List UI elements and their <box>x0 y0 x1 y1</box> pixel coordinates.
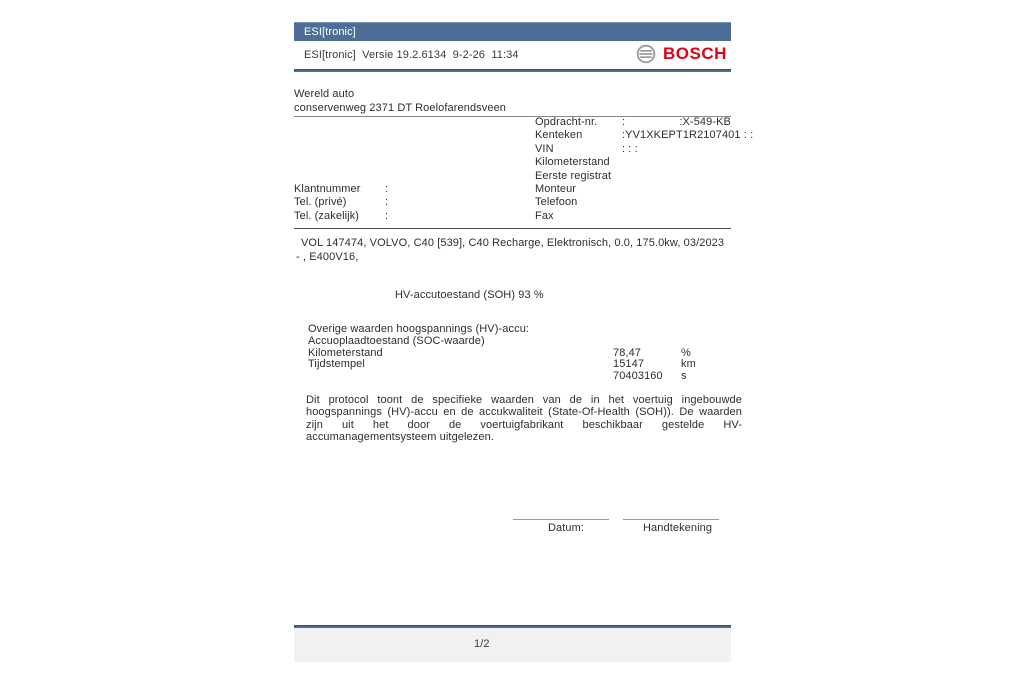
field-value: :YV1XKEPT1R2107401 : : <box>622 129 754 142</box>
info-row-tel-prive <box>294 196 504 209</box>
footer-bar <box>294 628 731 662</box>
signature-label: Handtekening <box>643 522 713 534</box>
field-separator: : <box>385 183 389 195</box>
info-row-kilometerstand <box>535 156 731 169</box>
info-row-fax <box>535 210 731 223</box>
version-line: ESI[tronic] Versie 19.2.6134 9-2-26 11:34 <box>304 49 519 61</box>
values-heading: Overige waarden hoogspannings (HV)-accu: <box>308 323 530 335</box>
header-title: ESI[tronic] <box>304 26 356 38</box>
hv-values-block <box>308 324 731 383</box>
field-label: Klantnummer <box>294 183 361 195</box>
field-label: Tel. (privé) <box>294 196 347 209</box>
field-value: : : : <box>622 142 638 155</box>
header-title-bar <box>294 22 731 41</box>
customer-name: Wereld auto <box>294 88 355 100</box>
field-separator: : <box>622 116 626 128</box>
page-indicator: 1/2 <box>474 638 490 650</box>
value-unit: km <box>681 358 696 371</box>
field-label: Kilometerstand <box>535 156 610 169</box>
value-row-tijdstempel <box>308 359 731 371</box>
date-signature-line <box>513 519 609 520</box>
info-row-eerste-registratie <box>535 170 731 183</box>
field-label: Telefoon <box>535 196 578 209</box>
order-info-column <box>535 116 754 223</box>
field-label: Monteur <box>535 182 577 195</box>
info-row-opdracht <box>535 116 731 129</box>
signature-line <box>623 519 719 520</box>
bosch-armature-icon <box>636 44 656 64</box>
field-label: Eerste registrat <box>535 169 612 182</box>
date-label: Datum: <box>548 522 585 534</box>
value-number: 70403160 <box>613 370 663 383</box>
info-row-klantnummer <box>294 183 504 196</box>
vehicle-engine-code: - , E400V16, <box>296 251 359 263</box>
value-row-seconds <box>308 371 731 383</box>
value-row-kilometerstand <box>308 348 731 360</box>
value-row-soc <box>308 336 731 348</box>
info-row-telefoon <box>535 196 731 209</box>
value-label: Accuoplaadtoestand (SOC-waarde) <box>308 334 485 347</box>
vehicle-description: VOL 147474, VOLVO, C40 [539], C40 Recharge, Elektronisch, 0.0, 175.0kw, 03/2023 <box>301 237 725 249</box>
field-value: :X-549-KB <box>679 116 731 128</box>
value-unit: s <box>681 370 687 383</box>
field-label: Tel. (zakelijk) <box>294 209 360 222</box>
customer-info-column <box>294 183 504 223</box>
customer-address: conservenweg 2371 DT Roelofarendsveen <box>294 102 507 114</box>
field-label: VIN <box>535 142 554 155</box>
field-label: Opdracht-nr. <box>535 116 598 128</box>
soh-headline: HV-accutoestand (SOH) 93 % <box>395 289 544 301</box>
bosch-logo <box>636 44 727 64</box>
info-row-tel-zakelijk <box>294 210 504 223</box>
value-label: Tijdstempel <box>308 358 365 371</box>
value-number: 78,47 <box>613 346 642 359</box>
header-divider <box>294 69 731 72</box>
field-separator: : <box>385 196 389 209</box>
info-row-vin <box>535 143 731 156</box>
field-label: Kenteken <box>535 129 583 142</box>
section-divider <box>294 228 731 229</box>
value-label: Kilometerstand <box>308 346 383 359</box>
protocol-description: Dit protocol toont de specifieke waarden van de in het voertuig ingebouwde hoogspannings (HV)-accu en de accukwaliteit (State-Of-Health (SOH)). De waarden zijn uit het door de voertuigfabrikant beschikbaar gestelde HV-accumanagementsysteem uitgelezen. <box>306 394 742 444</box>
info-row-monteur <box>535 183 731 196</box>
info-row-kenteken <box>535 129 754 142</box>
value-number: 15147 <box>613 358 645 371</box>
field-separator: : <box>385 209 389 222</box>
value-unit: % <box>681 346 691 359</box>
bosch-logo-text: BOSCH <box>663 44 727 63</box>
field-label: Fax <box>535 209 554 222</box>
